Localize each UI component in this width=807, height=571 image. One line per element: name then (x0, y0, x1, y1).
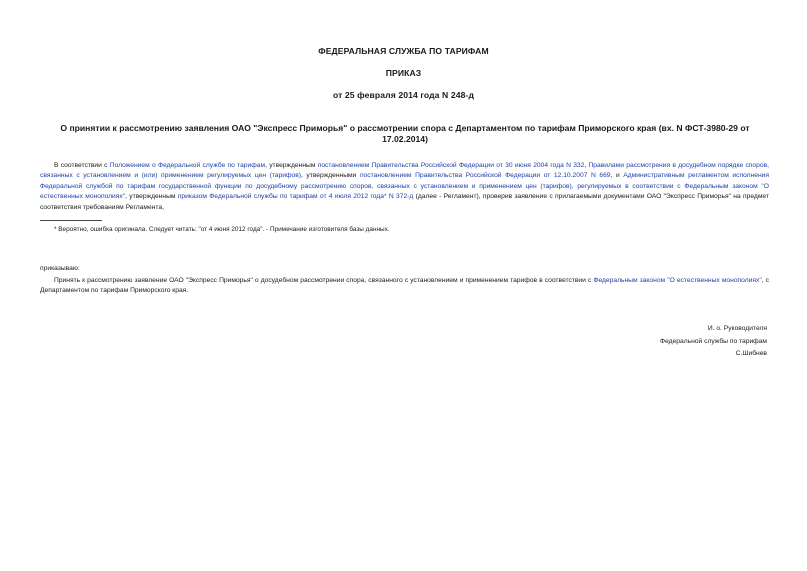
preamble-text: , и (610, 172, 624, 180)
footnote-text: * Вероятно, ошибка оригинала. Следует читать: "от 4 июня 2012 года". - Примечание изготовителя базы данных. (54, 226, 390, 233)
link-dispute-rules[interactable]: Правилами рассмотрения в досудебном порядке споров, связанных с установлением и (или) применением регулируемых цен (тарифов) (40, 162, 769, 180)
link-government-decree-669[interactable]: постановлением Правительства Российской Федерации от 12.10.2007 N 669 (359, 172, 611, 180)
link-government-decree-332[interactable]: постановлением Правительства Российской Федерации от 30 июня 2004 года N 332 (317, 162, 585, 169)
link-fst-regulation[interactable]: Положением о Федеральной службе по тарифам (109, 162, 266, 169)
preamble-text: , утвержденными (300, 172, 360, 180)
preamble-text: В соответствии с (54, 162, 110, 169)
preamble-text: , (584, 162, 589, 169)
orders-label: приказываю: (40, 265, 80, 272)
document-title: О принятии к рассмотрению заявления ОАО "Экспресс Приморья" о рассмотрении спора с Департаментом по тарифам Приморского края (вх. N ФСТ-3980-29 от 17.02.2014) (60, 123, 750, 144)
order-text: Принять к рассмотрению заявление ОАО "Экспресс Приморья" о досудебном рассмотрении спора, связанного с установлением и применением тарифов в соответствии с (54, 277, 594, 284)
preamble-text: , утвержденным (125, 193, 178, 201)
order-paragraph (40, 276, 769, 297)
preamble-paragraph (40, 161, 769, 213)
signature-block (567, 323, 767, 361)
signature-organization: Федеральной службы по тарифам (660, 337, 767, 345)
link-fst-order-372[interactable]: приказом Федеральной службы по тарифам от 4 июля 2012 года* N 372-д (177, 193, 414, 201)
signature-position: И. о. Руководителя (707, 325, 767, 332)
doc-type-heading: ПРИКАЗ (385, 68, 422, 78)
date-number-heading: от 25 февраля 2014 года N 248-д (332, 90, 474, 100)
order-text: , с Департаментом по тарифам Приморского края. (40, 277, 769, 295)
preamble-text: , утвержденным (265, 162, 318, 169)
footnote-divider (40, 220, 102, 221)
agency-heading: ФЕДЕРАЛЬНАЯ СЛУЖБА ПО ТАРИФАМ (318, 46, 489, 56)
link-administrative-regulation[interactable]: Административным регламентом исполнения Федеральной службой по тарифам государственной функции по досудебному рассмотрению споров, связанных с установлением и применением цен (тарифов), регулируемых в соответствии с Федеральным законом "О естественных монополиях" (40, 172, 770, 201)
signature-name: С.Шибнев (735, 350, 767, 358)
preamble-text: (далее - Регламент), проверив заявление с прилагаемыми документами ОАО "Экспресс Приморья" на предмет соответствия требованиям Регламента, (40, 193, 769, 211)
link-natural-monopolies-law[interactable]: Федеральным законом "О естественных монополиях" (593, 277, 762, 284)
